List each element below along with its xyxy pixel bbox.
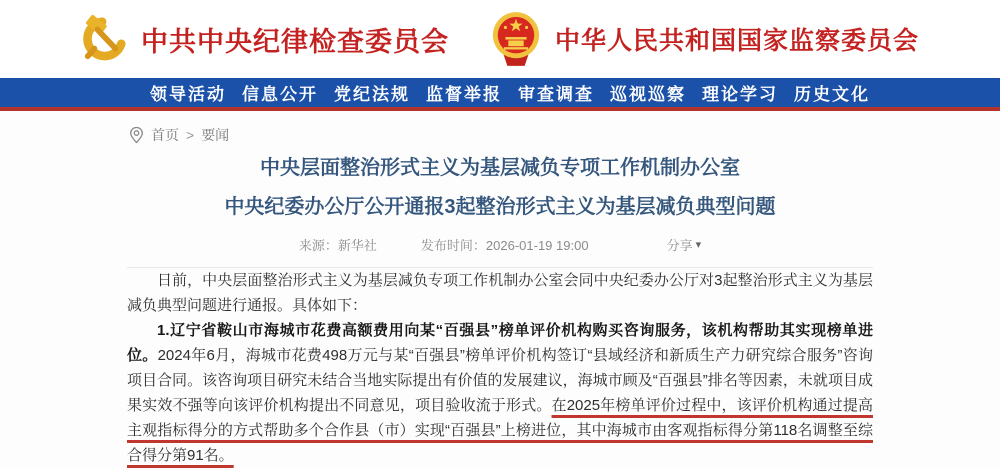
primary-nav (0, 78, 1000, 111)
nsc-title: 中华人民共和国国家监察委员会 (554, 28, 919, 55)
breadcrumb-home[interactable]: 首页 (151, 127, 179, 143)
nav-item-review[interactable]: 审查调查 (518, 85, 594, 104)
article-page (127, 125, 873, 468)
chevron-down-icon: ▾ (695, 239, 702, 251)
share-label: 分享 (666, 238, 693, 253)
breadcrumb-current[interactable]: 要闻 (201, 127, 230, 143)
article-title-line1: 中央层面整治形式主义为基层减负专项工作机制办公室 (260, 157, 740, 179)
national-emblem-icon (491, 11, 541, 67)
nav-item-inspection[interactable]: 巡视巡察 (610, 85, 686, 104)
nav-item-theory[interactable]: 理论学习 (702, 85, 778, 104)
nav-item-leadership[interactable]: 领导活动 (150, 85, 226, 104)
nav-item-history[interactable]: 历史文化 (794, 85, 870, 104)
intro-paragraph: 日前，中央层面整治形式主义为基层减负专项工作机制办公室会同中央纪委办公厅对3起整治形式主义为基层减负典型问题进行通报。具体如下： (127, 272, 873, 314)
ccdi-title: 中共中央纪律检查委员会 (140, 26, 449, 57)
party-emblem-icon (81, 14, 127, 64)
site-header (0, 0, 1000, 78)
nsc-brand-link[interactable] (491, 11, 919, 67)
nav-item-info[interactable]: 信息公开 (242, 85, 318, 104)
article-source: 来源：新华社 (298, 238, 377, 253)
case1-body-text: 2024年6月，海城市花费498万元与某“百强县”榜单评价机构签订“县域经济和新质生产力研究综合服务”咨询项目合同。该咨询项目研究未结合当地实际提出有价值的发展建议，海城市顾及“百强县”排名等因素，未就项目成果实效不强等向该评价机构提出不同意见，项目验收流于形式。 (127, 347, 873, 414)
breadcrumb-separator: > (186, 127, 195, 143)
article-meta (127, 235, 873, 268)
share-button[interactable] (667, 235, 702, 254)
case1-paragraph (127, 318, 873, 468)
article-publish-time: 发布时间：2026-01-19 19:00 (420, 238, 589, 253)
nav-item-regulations[interactable]: 党纪法规 (334, 85, 410, 104)
article-title-line2: 中央纪委办公厅公开通报3起整治形式主义为基层减负典型问题 (224, 196, 776, 218)
case1-underlined-text: 在2025年榜单评价过程中，该评价机构通过提高主观指标得分的方式帮助多个合作县（市）实现“百强县”上榜进位，其中海城市由客观指标得分第118名调整至综合得分第91名。 (127, 397, 873, 464)
breadcrumb (129, 125, 873, 145)
location-pin-icon (129, 126, 144, 144)
case1-lead-bold: 1.辽宁省鞍山市海城市花费高额费用向某“百强县”榜单评价机构购买咨询服务，该机构帮助其实现榜单进位。 (127, 322, 873, 364)
nav-item-report[interactable]: 监督举报 (426, 85, 502, 104)
article-body (127, 268, 873, 468)
ccdi-brand-link[interactable] (81, 14, 449, 64)
